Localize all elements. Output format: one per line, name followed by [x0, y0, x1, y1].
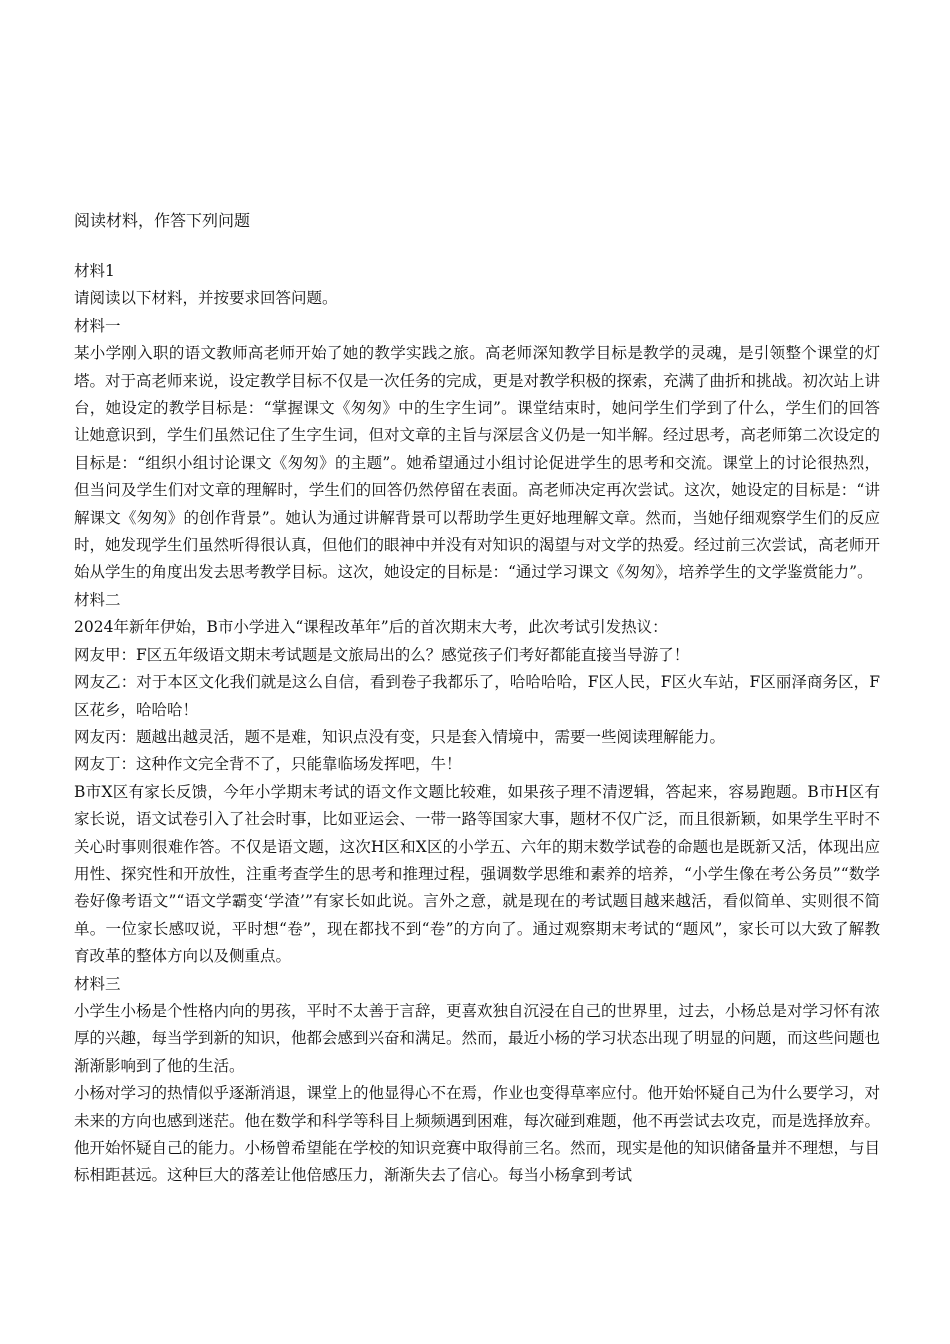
material-two-intro: 2024年新年伊始，B市小学进入“课程改革年”后的首次期末大考，此次考试引发热议： — [74, 618, 668, 637]
material-three-paragraph-2: 小杨对学习的热情似乎逐渐消退，课堂上的他显得心不在焉，作业也变得草率应付。他开始怀疑自己为什么要学习，对未来的方向也感到迷茫。他在数学和科学等科目上频频遇到困难，每次碰到难题，他不再尝试去攻克，而是选择放弃。他开始怀疑自己的能力。小杨曾希望能在学校的知识竞赛中取得前三名。然而，现实是他的知识储备量并不理想，与目标相距甚远。这种巨大的落差让他倍感压力，渐渐失去了信心。每当小杨拿到考试 — [74, 1084, 881, 1185]
reading-instruction: 请阅读以下材料，并按要求回答问题。 — [74, 289, 338, 308]
document-body — [74, 258, 880, 1190]
material-three-heading: 材料三 — [74, 974, 121, 993]
material-1-label: 材料1 — [74, 262, 115, 280]
netizen-comment-c: 网友丙：题越出越灵活，题不是难，知识点没有变，只是套入情境中，需要一些阅读理解能力。 — [74, 727, 726, 746]
intro-instruction: 阅读材料，作答下列问题 — [74, 211, 251, 230]
material-one-heading: 材料一 — [74, 316, 121, 335]
netizen-comment-a: 网友甲：F区五年级语文期末考试题是文旅局出的么？感觉孩子们考好都能直接当导游了！ — [74, 645, 690, 664]
parent-feedback-paragraph: B市X区有家长反馈，今年小学期末考试的语文作文题比较难，如果孩子理不清逻辑，答起来，容易跑题。B市H区有家长说，语文试卷引入了社会时事，比如亚运会、一带一路等国家大事，题材不仅广泛，而且很新颖，如果学生平时不关心时事则很难作答。不仅是语文题，这次H区和X区的小学五、六年的期末数学试卷的命题也是既新又活，体现出应用性、探究性和开放性，注重考查学生的思考和推理过程，强调数学思维和素养的培养，“小学生像在考公务员”“数学卷好像考语文”“语文学霸变‘学渣’”有家长如此说。言外之意，就是现在的考试题目越来越活，看似简单、实则很不简单。一位家长感叹说，平时想“卷”，现在都找不到“卷”的方向了。通过观察期末考试的“题风”，家长可以大致了解教育改革的整体方向以及侧重点。 — [74, 782, 881, 966]
netizen-comment-d: 网友丁：这种作文完全背不了，只能靠临场发挥吧，牛！ — [74, 755, 462, 774]
material-one-paragraph: 某小学刚入职的语文教师高老师开始了她的教学实践之旅。高老师深知教学目标是教学的灵魂，是引领整个课堂的灯塔。对于高老师来说，设定教学目标不仅是一次任务的完成，更是对教学积极的探索，充满了曲折和挑战。初次站上讲台，她设定的教学目标是：“掌握课文《匆匆》中的生字生词”。课堂结束时，她问学生们学到了什么，学生们的回答让她意识到，学生们虽然记住了生字生词，但对文章的主旨与深层含义仍是一知半解。经过思考，高老师第二次设定的目标是：“组织小组讨论课文《匆匆》的主题”。她希望通过小组讨论促进学生的思考和交流。课堂上的讨论很热烈，但当问及学生们对文章的理解时，学生们的回答仍然停留在表面。高老师决定再次尝试。这次，她设定的目标是：“讲解课文《匆匆》的创作背景”。她认为通过讲解背景可以帮助学生更好地理解文章。然而，当她仔细观察学生们的反应时，她发现学生们虽然听得很认真，但他们的眼神中并没有对知识的渴望与对文学的热爱。经过前三次尝试，高老师开始从学生的角度出发去思考教学目标。这次，她设定的目标是：“通过学习课文《匆匆》，培养学生的文学鉴赏能力”。 — [74, 344, 881, 582]
netizen-comment-b: 网友乙：对于本区文化我们就是这么自信，看到卷子我都乐了，哈哈哈哈，F区人民，F区火车站，F区丽泽商务区，F区花乡，哈哈哈！ — [74, 673, 880, 719]
material-two-heading: 材料二 — [74, 590, 121, 609]
material-three-paragraph-1: 小学生小杨是个性格内向的男孩，平时不太善于言辞，更喜欢独自沉浸在自己的世界里，过去，小杨总是对学习怀有浓厚的兴趣，每当学到新的知识，他都会感到兴奋和满足。然而，最近小杨的学习状态出现了明显的问题，而这些问题也渐渐影响到了他的生活。 — [74, 1001, 881, 1075]
